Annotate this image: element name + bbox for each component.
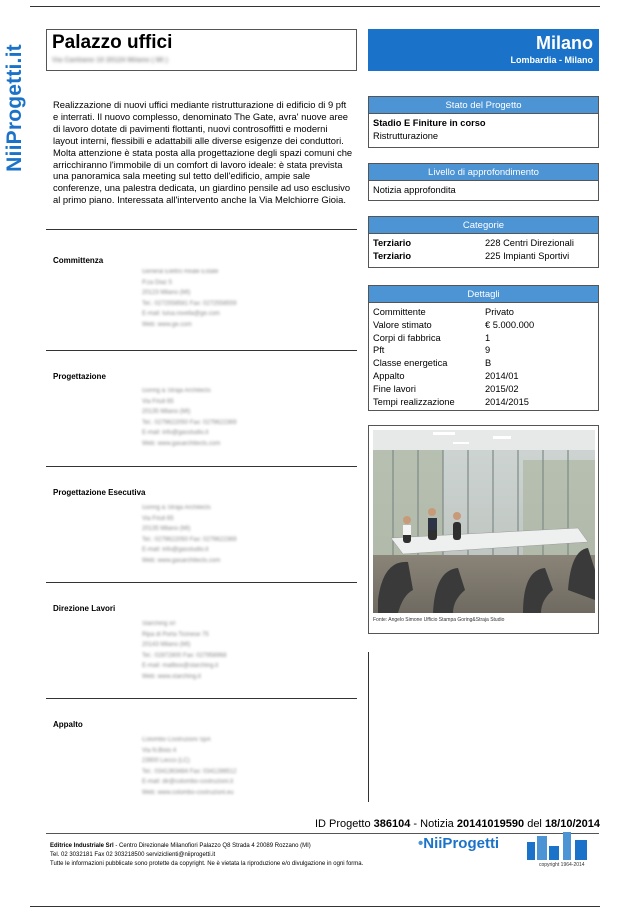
column-divider [368,652,369,802]
livello-header: Livello di approfondimento [369,164,598,181]
dettagli-header: Dettagli [369,286,598,303]
section-label-progettazione-esecutiva: Progettazione Esecutiva [53,488,146,497]
categorie-panel [368,216,599,268]
city-box [368,29,599,71]
dettagli-row: Corpi di fabbrica 1 [373,332,491,343]
copyright-text: copyright 1964-2014 [539,862,585,868]
building-icon [525,832,597,860]
categoria-row: Terziario 225 Impianti Sportivi [373,250,570,261]
section-contact-committenza: General Elettro Reale Estate P.za Diaz 5 20123 Milano (MI) Tel.: 0272558581 Fax: 0272558559 E-mail: luisa.rovella@ge.com Web: www.ge.com [142,269,237,328]
stato-type: Ristrutturazione [373,130,439,141]
section-divider [46,229,357,230]
footer-info: Editrice Industriale Srl - Centro Direzionale Milanofiori Palazzo Q8 Strada 4 20089 Rozzano (MI) Tel. 02 3032181 Fax 02 303218500 serviziclienti@niiprogetti.it Tutte le informazioni pubblicate sono protette da copyright. Ne è vietata la riproduzione e/o divulgazione in ogni forma. [50,843,364,867]
section-contact-direzione-lavori: Starching srl Ripa di Porta Ticinese 75 20143 Milano (MI) Tel.: 02872800 Fax: 027958968 E-mail: mailbox@starching.it Web: www.starching.it [142,621,227,680]
stato-stage: Stadio E Finiture in corso [373,118,486,128]
photo-caption: Fonte: Angelo Simone Ufficio Stampa Goring&Straja Studio [373,617,505,623]
section-label-progettazione: Progettazione [53,372,106,381]
niiprogetti-footer-logo: •NiiProgetti [418,835,500,852]
stato-panel [368,96,599,148]
title-box [46,29,357,71]
section-divider [46,698,357,699]
section-label-committenza: Committenza [53,256,104,265]
office-rendering-image [373,430,595,613]
dettagli-row: Pft 9 [373,345,491,356]
section-label-appalto: Appalto [53,720,83,729]
dettagli-row: Tempi realizzazione 2014/2015 [373,396,529,407]
project-description: Realizzazione di nuovi uffici mediante ristrutturazione di edificio di 9 pft e interrati. Il nuovo complesso, denominato The Gate, avra' nuove aree di lavoro dotate di pavimenti flottanti, nuovi controsoffitti e moderni layout interni, flessibili e adattabili alle diverse esigenze dei conduttori. Molta attenzione è stata posta alla progettazione degli spazi comuni che arricchiranno l'immobile di un comfort di lavoro ideale: è stata prevista una panoramica sala meeting sul tetto dell'edificio, ampie sale conferenze, una palestra dedicata, un giardino pensile ad uso esclusivo al primo piano. Interessata all'intervento anche la Via Melchiorre Gioia. [53,99,353,206]
footer-rule [46,833,599,834]
section-divider [46,582,357,583]
section-divider [46,466,357,467]
section-contact-progettazione: Goring & Straja Architects Via Friuli 65 20135 Milano (MI) Tel.: 0279622050 Fax: 0279622369 E-mail: info@gasstudio.it Web: www.gasarchitects.com [142,388,237,447]
dettagli-row: Valore stimato € 5.000.000 [373,319,535,330]
project-id-line: ID Progetto 386104 - Notizia 20141019590 del 18/10/2014 [314,818,600,830]
section-label-direzione-lavori: Direzione Lavori [53,604,116,613]
section-contact-progettazione-esecutiva: Goring & Straja Architects Via Friuli 65 20135 Milano (MI) Tel.: 0279622050 Fax: 0279622369 E-mail: info@gasstudio.it Web: www.gasarchitects.com [142,505,237,564]
top-rule [30,6,600,7]
dettagli-row: Fine lavori 2015/02 [373,383,519,394]
section-contact-appalto: Colombo Costruzioni SpA Via N.Bixio 4 23900 Lecco (LC) Tel.: 0341363484 Fax: 0341286512 E-mail: dir@colombo-costruzioni.it Web: www.colombo-costruzioni.eu [142,737,237,796]
categorie-header: Categorie [369,217,598,234]
page-title: Palazzo uffici [52,32,173,53]
dettagli-row: Appalto 2014/01 [373,370,519,381]
dettagli-row: Classe energetica B [373,358,492,369]
dettagli-panel [368,285,599,411]
rendering-photo-panel [368,425,599,634]
bottom-rule [30,906,600,907]
dettagli-row: Committente Privato [373,307,514,317]
livello-panel [368,163,599,201]
livello-value: Notizia approfondita [373,185,456,195]
niiprogetti-vertical-logo: NiiProgetti.it [3,44,26,172]
region-name: Lombardia - Milano [510,55,593,65]
stato-header: Stato del Progetto [369,97,598,114]
section-divider [46,350,357,351]
categoria-row: Terziario 228 Centri Direzionali [373,238,574,248]
city-name: Milano [536,33,593,53]
project-address: Via Cantiano 10 20124 Milano ( MI ) [52,57,168,64]
